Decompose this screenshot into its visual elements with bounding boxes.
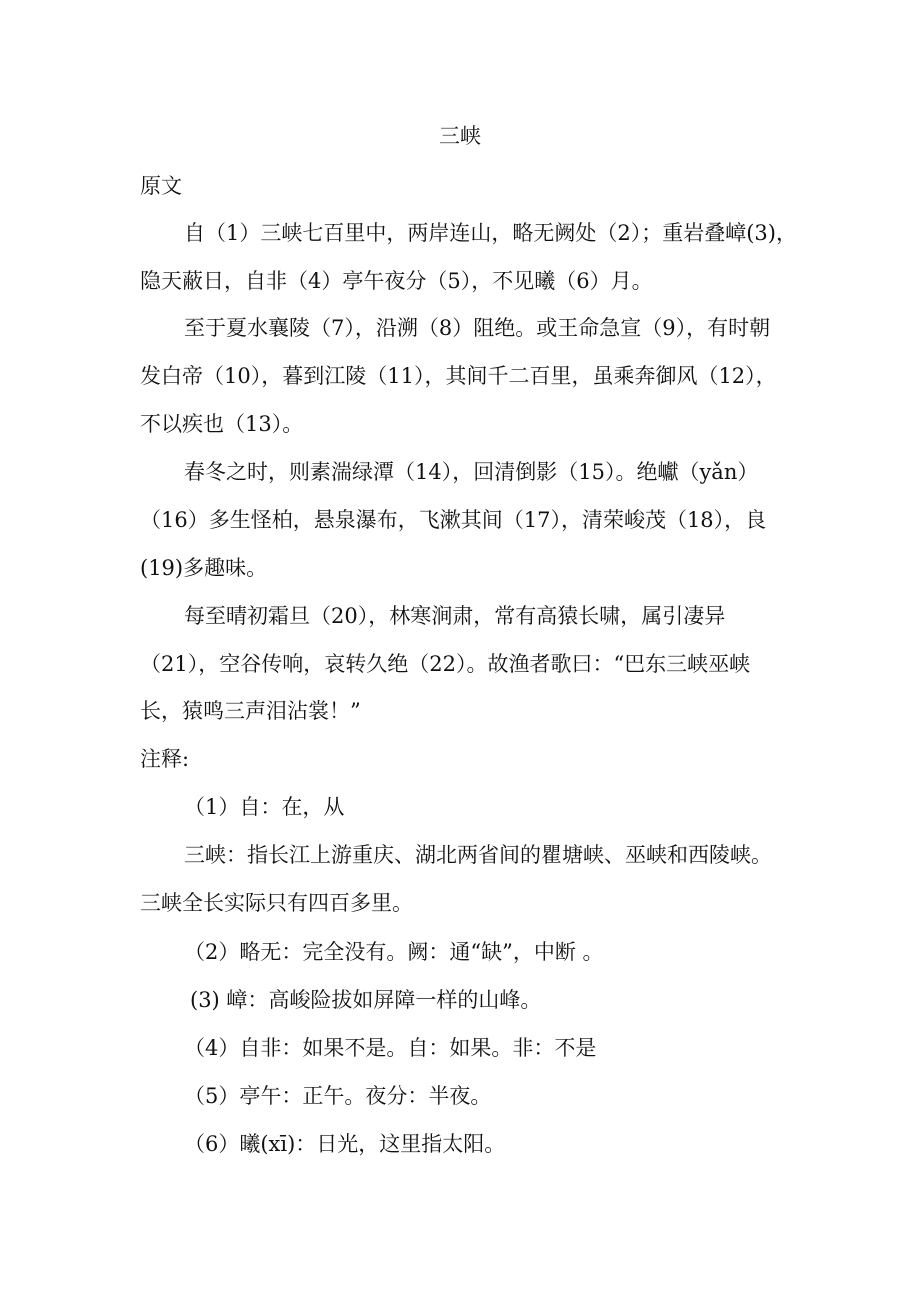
note-line: 三峡全长实际只有四百多里。 xyxy=(140,891,413,915)
original-text-line: 发白帝（10），暮到江陵（11），其间千二百里，虽乘奔御风（12）， xyxy=(140,364,777,388)
note-line: （5）亭午：正午。夜分：半夜。 xyxy=(184,1084,492,1108)
original-text-line: 春冬之时，则素湍绿潭（14），回清倒影（15）。绝巘（yǎn） xyxy=(184,460,759,484)
original-text-line: 长，猿鸣三声泪沾裳！” xyxy=(140,699,361,723)
document-title: 三峡 xyxy=(439,124,481,148)
original-text-line: 隐天蔽日，自非（4）亭午夜分（5），不见曦（6）月。 xyxy=(140,269,653,293)
original-text-line: （16）多生怪柏，悬泉瀑布，飞漱其间（17），清荣峻茂（18），良 xyxy=(140,508,767,532)
note-line: （6）曦(xī)：日光，这里指太阳。 xyxy=(184,1132,506,1156)
original-text-line: （21），空谷传响，哀转久绝（22）。故渔者歌曰：“巴东三峡巫峡 xyxy=(140,652,751,676)
section-heading-notes: 注释: xyxy=(140,747,190,771)
original-text-line: (19)多趣味。 xyxy=(140,556,268,580)
note-line: 三峡：指长江上游重庆、湖北两省间的瞿塘峡、巫峡和西陵峡。 xyxy=(184,843,772,867)
note-line: （2）略无：完全没有。阙：通“缺”，中断 。 xyxy=(184,940,604,964)
original-text-line: 不以疾也（13）。 xyxy=(140,412,304,436)
note-line: （4）自非：如果不是。自：如果。非：不是 xyxy=(184,1036,597,1060)
note-line: （1）自：在，从 xyxy=(184,795,345,819)
original-text-line: 至于夏水襄陵（7），沿溯（8）阻绝。或王命急宣（9），有时朝 xyxy=(184,316,771,340)
original-text-line: 自（1）三峡七百里中，两岸连山，略无阙处（2）；重岩叠嶂(3)， xyxy=(184,221,797,245)
note-line: (3) 嶂：高峻险拔如屏障一样的山峰。 xyxy=(190,988,542,1012)
original-text-line: 每至晴初霜旦（20），林寒涧肃，常有高猿长啸，属引凄异 xyxy=(184,604,726,628)
section-heading-original: 原文 xyxy=(140,174,182,198)
